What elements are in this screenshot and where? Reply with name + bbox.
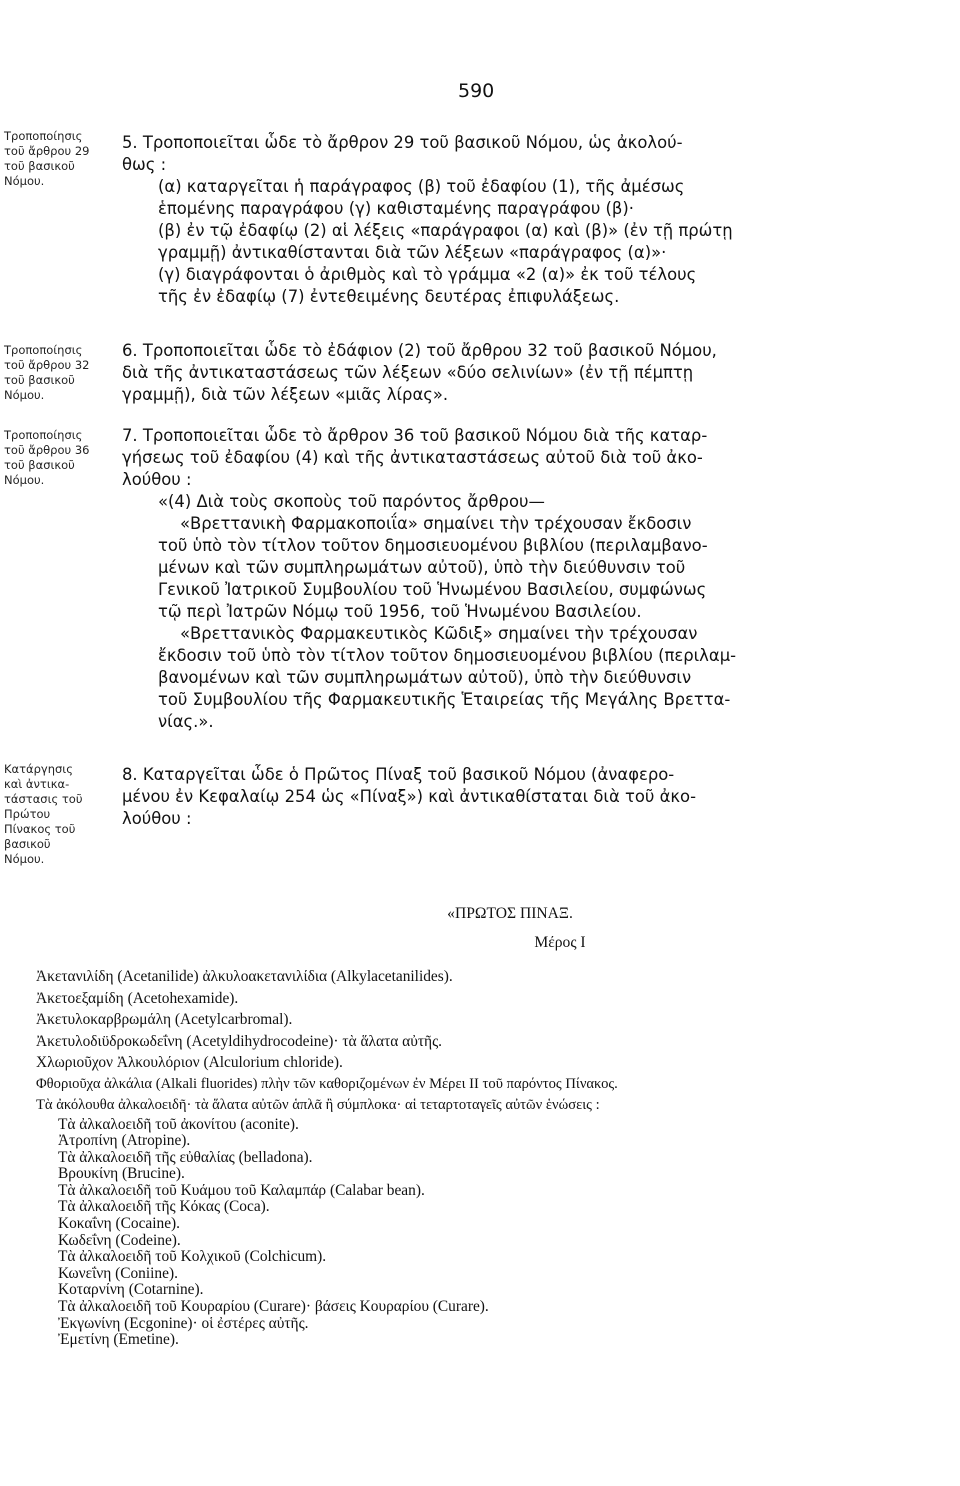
margin-note-line: Τροποποίησις	[4, 428, 83, 442]
margin-note-line: Νόμου.	[4, 174, 45, 188]
list-item: Τὰ ἀκόλουθα ἀλκαλοειδῆ· τὰ ἅλατα αὐτῶν ἁπλᾶ ἢ σύμπλοκα· αἱ τεταρτοταγεῖς αὐτῶν ἑνώσεις :	[36, 1097, 600, 1113]
list-item: Ἀκετυλοδιϋδροκωδεΐνη (Acetyldihydrocodeine)· τὰ ἅλατα αὐτῆς.	[36, 1032, 443, 1050]
section-5-item: γραμμῇ) ἀντικαθίστανται διὰ τῶν λέξεων «παράγραφος (α)»·	[158, 243, 667, 262]
table-part-heading: Μέρος Ι	[534, 934, 586, 951]
section-5-line: θως :	[122, 155, 167, 174]
section-5-item: (β) ἐν τῷ ἐδαφίῳ (2) αἱ λέξεις «παράγραφοι (α) καὶ (β)» (ἐν τῇ πρώτῃ	[158, 221, 733, 240]
section-6-line: διὰ τῆς ἀντικαταστάσεως τῶν λέξεων «δύο σελινίων» (ἐν τῇ πέμπτῃ	[122, 363, 694, 382]
margin-note-line: βασικοῦ	[4, 837, 51, 851]
list-subitem: Ἐκγωνίνη (Ecgonine)· οἱ ἐστέρες αὐτῆς.	[58, 1314, 309, 1332]
margin-note-line: Τροποποίησις	[4, 129, 83, 143]
section-6-line: 6. Τροποποιεῖται ὧδε τὸ ἐδάφιον (2) τοῦ ἄρθρου 32 τοῦ βασικοῦ Νόμου,	[122, 341, 717, 360]
list-subitem: Βρουκίνη (Brucine).	[58, 1165, 185, 1183]
section-8-line: 8. Καταργεῖται ὧδε ὁ Πρῶτος Πίναξ τοῦ βασικοῦ Νόμου (ἀναφερο-	[122, 765, 675, 784]
page-number: 590	[458, 80, 495, 102]
definition-line: νίας.».	[158, 712, 214, 731]
list-item: Φθοριοῦχα ἀλκάλια (Alkali fluorides) πλὴν τῶν καθοριζομένων ἐν Μέρει ΙΙ τοῦ παρόντος Πίνακος.	[36, 1075, 618, 1092]
definition-line: μένων καὶ τῶν συμπληρωμάτων αὐτοῦ), ὑπὸ τὴν διεύθυνσιν τοῦ	[158, 558, 686, 577]
definition-line: ἔκδοσιν τοῦ ὑπὸ τὸν τίτλον τοῦτον δημοσιευομένου βιβλίου (περιλαμ-	[158, 646, 737, 665]
section-6	[122, 340, 930, 406]
definition-line: βανομένων καὶ τῶν συμπληρωμάτων αὐτοῦ), ὑπὸ τὴν διεύθυνσιν	[158, 668, 692, 687]
substance-list	[36, 966, 618, 1349]
margin-note-line: Νόμου.	[4, 852, 45, 866]
section-7-quote-head: «(4) Διὰ τοὺς σκοποὺς τοῦ παρόντος ἄρθρου—	[158, 492, 545, 511]
list-subitem: Τὰ ἀλκαλοειδῆ τῆς εὐθαλίας (belladona).	[58, 1148, 313, 1166]
margin-note-line: Νόμου.	[4, 388, 45, 402]
list-subitem: Τὰ ἀλκαλοειδῆ τοῦ Κολχικοῦ (Colchicum).	[58, 1248, 327, 1266]
section-5	[122, 132, 930, 308]
list-item: Χλωριοῦχον Ἀλκουλόριον (Alculorium chloride).	[36, 1054, 343, 1071]
margin-note-line: Κατάργησις	[4, 762, 73, 776]
list-item: Ἀκετυλοκαρβρωμάλη (Acetylcarbromal).	[36, 1011, 293, 1028]
section-7-line: 7. Τροποποιεῖται ὧδε τὸ ἄρθρον 36 τοῦ βασικοῦ Νόμου διὰ τῆς καταρ-	[122, 426, 708, 445]
section-5-item: (α) καταργεῖται ἡ παράγραφος (β) τοῦ ἐδαφίου (1), τῆς ἀμέσως	[158, 177, 685, 196]
section-5-item: ἑπομένης παραγράφου (γ) καθισταμένης παραγράφου (β)·	[158, 199, 634, 218]
list-item: Ἀκετοεξαμίδη (Acetohexamide).	[36, 989, 239, 1007]
section-8-line: μένου ἐν Κεφαλαίῳ 254 ὡς «Πίναξ») καὶ ἀντικαθίσταται διὰ τοῦ ἀκο-	[122, 787, 696, 806]
margin-note-first-table	[4, 762, 116, 867]
list-item: Ἀκετανιλίδη (Acetanilide) ἀλκυλοακετανιλίδια (Alkylacetanilides).	[36, 968, 453, 985]
definition-line: «Βρεττανικὴ Φαρμακοποιΐα» σημαίνει τὴν τρέχουσαν ἔκδοσιν	[180, 514, 692, 533]
section-8-line: λούθου :	[122, 809, 192, 828]
section-8	[122, 764, 930, 830]
definition-line: «Βρεττανικὸς Φαρμακευτικὸς Κῶδιξ» σημαίνει τὴν τρέχουσαν	[180, 624, 698, 643]
section-5-item: τῆς ἐν ἐδαφίῳ (7) ἐντεθειμένης δευτέρας ἐπιφυλάξεως.	[158, 287, 620, 306]
list-subitem: Τὰ ἀλκαλοειδῆ τοῦ Κουραρίου (Curare)· βάσεις Κουραρίου (Curare).	[58, 1298, 489, 1316]
list-subitem: Τὰ ἀλκαλοειδῆ τοῦ Κυάμου τοῦ Καλαμπάρ (Calabar bean).	[58, 1181, 425, 1199]
definition-line: Γενικοῦ Ἰατρικοῦ Συμβουλίου τοῦ Ἡνωμένου Βασιλείου, συμφώνως	[158, 580, 707, 599]
section-6-line: γραμμῇ), διὰ τῶν λέξεων «μιᾶς λίρας».	[122, 385, 449, 404]
margin-note-line: τοῦ ἄρθρου 36	[4, 443, 90, 457]
table-title: «ΠΡΩΤΟΣ ΠΙΝΑΞ.	[447, 905, 573, 922]
margin-note-line: τοῦ βασικοῦ	[4, 373, 75, 387]
list-subitem: Ἐμετίνη (Emetine).	[58, 1331, 179, 1349]
list-subitem: Ἀτροπίνη (Atropine).	[58, 1132, 191, 1150]
margin-note-line: τοῦ ἄρθρου 29	[4, 144, 90, 158]
list-subitem: Τὰ ἀλκαλοειδῆ τοῦ ἀκονίτου (aconite).	[58, 1115, 299, 1133]
margin-note-line: Πίνακος τοῦ	[4, 822, 76, 836]
margin-note-article-32	[4, 343, 116, 403]
list-subitem: Κοκαΐνη (Cocaine).	[58, 1215, 181, 1233]
list-subitem: Τὰ ἀλκαλοειδῆ τῆς Κόκας (Coca).	[58, 1198, 270, 1216]
margin-note-line: τοῦ βασικοῦ	[4, 458, 75, 472]
definition-line: τοῦ Συμβουλίου τῆς Φαρμακευτικῆς Ἑταιρείας τῆς Μεγάλης Βρεττα-	[158, 690, 731, 709]
margin-note-line: καὶ ἀντικα-	[4, 777, 70, 791]
section-7-line: γήσεως τοῦ ἐδαφίου (4) καὶ τῆς ἀντικαταστάσεως αὐτοῦ διὰ τοῦ ἀκο-	[122, 448, 703, 467]
margin-note-article-29	[4, 129, 116, 189]
margin-note-line: τοῦ ἄρθρου 32	[4, 358, 90, 372]
margin-note-line: τοῦ βασικοῦ	[4, 159, 75, 173]
margin-note-article-36	[4, 428, 116, 488]
margin-note-line: Τροποποίησις	[4, 343, 83, 357]
margin-note-line: Πρώτου	[4, 807, 51, 821]
margin-note-line: τάστασις τοῦ	[4, 792, 83, 806]
list-subitem: Κοταρνίνη (Cotarnine).	[58, 1281, 204, 1299]
list-subitem: Κωδεΐνη (Codeine).	[58, 1231, 181, 1249]
section-7-line: λούθου :	[122, 470, 192, 489]
section-5-item: (γ) διαγράφονται ὁ ἀριθμὸς καὶ τὸ γράμμα «2 (α)» ἐκ τοῦ τέλους	[158, 265, 697, 284]
section-5-line: 5. Τροποποιεῖται ὧδε τὸ ἄρθρον 29 τοῦ βασικοῦ Νόμου, ὡς ἀκολού-	[122, 133, 683, 152]
definition-line: τῷ περὶ Ἰατρῶν Νόμῳ τοῦ 1956, τοῦ Ἡνωμένου Βασιλείου.	[158, 602, 642, 621]
definition-line: τοῦ ὑπὸ τὸν τίτλον τοῦτον δημοσιευομένου βιβλίου (περιλαμβανο-	[158, 536, 708, 555]
section-7	[122, 425, 930, 733]
list-subitem: Κωνεΐνη (Coniine).	[58, 1264, 178, 1282]
margin-note-line: Νόμου.	[4, 473, 45, 487]
